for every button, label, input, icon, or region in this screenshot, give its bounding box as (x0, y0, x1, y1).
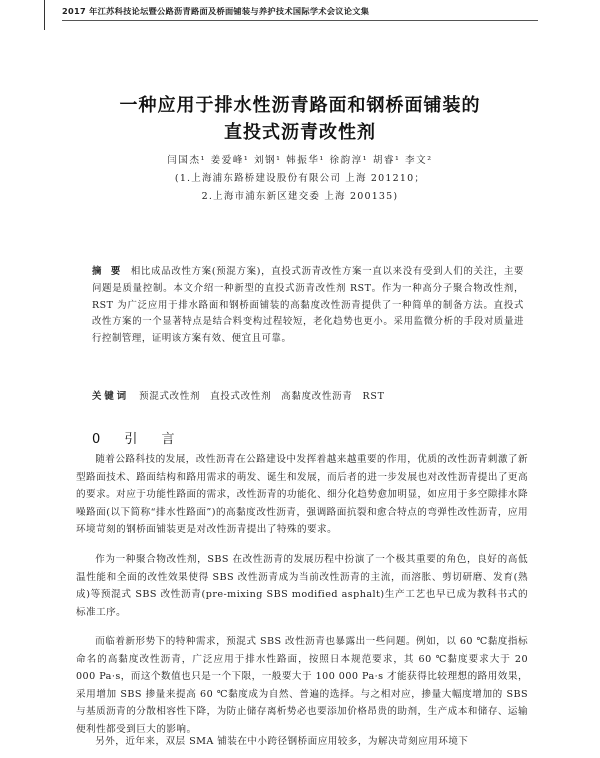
header-divider (62, 20, 538, 21)
paper-title-line-1: 一种应用于排水性沥青路面和钢桥面铺装的 (119, 95, 481, 116)
keyword-item: 直投式改性剂 (210, 391, 272, 402)
keywords-block (92, 388, 524, 402)
keywords-label: 关键词 (92, 391, 130, 402)
body-paragraph-4: 另外，近年来，双层 SMA 铺装在中小跨径钢桥面应用较多，为解决苛刻应用环境下 (95, 736, 469, 747)
body-paragraph-3: 而临着新形势下的特种需求，预混式 SBS 改性沥青也暴露出一些问题。例如，以 60 ℃黏度指标命名的高黏度改性沥青，广泛应用于排水性路面，按照日本规范要求，其 60 ℃黏度要求大于 20 000 Pa·s，而这个数值也只是一个下限，一般要大于 100 000 Pa·s 才能获得比较理想的路用效果，采用增加 SBS 掺量来提高 60 ℃黏度成为自然、普遍的选择。与之相对应，掺量大幅度增加的 SBS 与基质沥青的分散相容性下降，为防止储存离析势必也要添加价格昂贵的助剂，生产成本和储存、运输便利性都受到巨大的影响。 (76, 636, 528, 735)
section-title: 引 言 (124, 432, 185, 447)
keyword-item: RST (362, 391, 385, 402)
paper-title-line-2: 直投式沥青改性剂 (224, 122, 376, 143)
abstract-block (92, 264, 524, 348)
section-number: 0 (92, 432, 111, 447)
running-header: 2017 年江苏科技论坛暨公路沥青路面及桥面铺装与养护技术国际学术会议论文集 (62, 6, 370, 16)
margin-rule (44, 0, 45, 30)
body-paragraph-1: 随着公路科技的发展，改性沥青在公路建设中发挥着越来越重要的作用，优质的改性沥青刺激了新型路面技术、路面结构和路用需求的萌发、诞生和发展，而后者的进一步发展也对改性沥青提出了更高的要求。对应于功能性路面的需求，改性沥青的功能化、细分化趋势愈加明显，如应用于多空隙排水降噪路面(以下简称“排水性路面”)的高黏度改性沥青，强调路面抗裂和愈合特点的弯弹性改性沥青，应用环境苛刻的钢桥面铺装更是对改性沥青提出了特殊的要求。 (76, 454, 528, 536)
affiliation-2: 2.上海市浦东新区建交委 上海 200135) (201, 191, 399, 202)
abstract-label: 摘 要 (92, 266, 124, 277)
body-paragraph-2: 作为一种聚合物改性剂，SBS 在改性沥青的发展历程中扮演了一个极其重要的角色，良好的高低温性能和全面的改性效果使得 SBS 改性沥青成为当前改性沥青的主流，而溶胀、剪切研磨、发育(熟成)等预混式 SBS 改性沥青(pre-mixing SBS modified asphalt)生产工艺也早已成为教科书式的标准工序。 (76, 554, 528, 618)
affiliation-1: (1.上海浦东路桥建设股份有限公司 上海 201210； (174, 173, 426, 184)
keyword-item: 预混式改性剂 (139, 391, 201, 402)
keyword-item: 高黏度改性沥青 (281, 391, 353, 402)
abstract-text: 相比成品改性方案(预混方案)，直投式沥青改性方案一直以来没有受到人们的关注，主要问题是质量控制。本文介绍一种新型的直投式沥青改性剂 RST。作为一种高分子聚合物改性剂，RST 为广泛应用于排水路面和钢桥面铺装的高黏度改性沥青提供了一种简单的制备方法。直投式改性方案的一个显著特点是结合料变构过程较短，老化趋势也更小。采用监微分析的手段对质量进行控制管理，证明该方案有效、便宜且可靠。 (92, 266, 525, 345)
section-heading (92, 428, 185, 447)
author-list: 闫国杰¹ 姜爱峰¹ 刘钢¹ 韩振华¹ 徐韵淳¹ 胡睿¹ 李文² (167, 155, 433, 166)
